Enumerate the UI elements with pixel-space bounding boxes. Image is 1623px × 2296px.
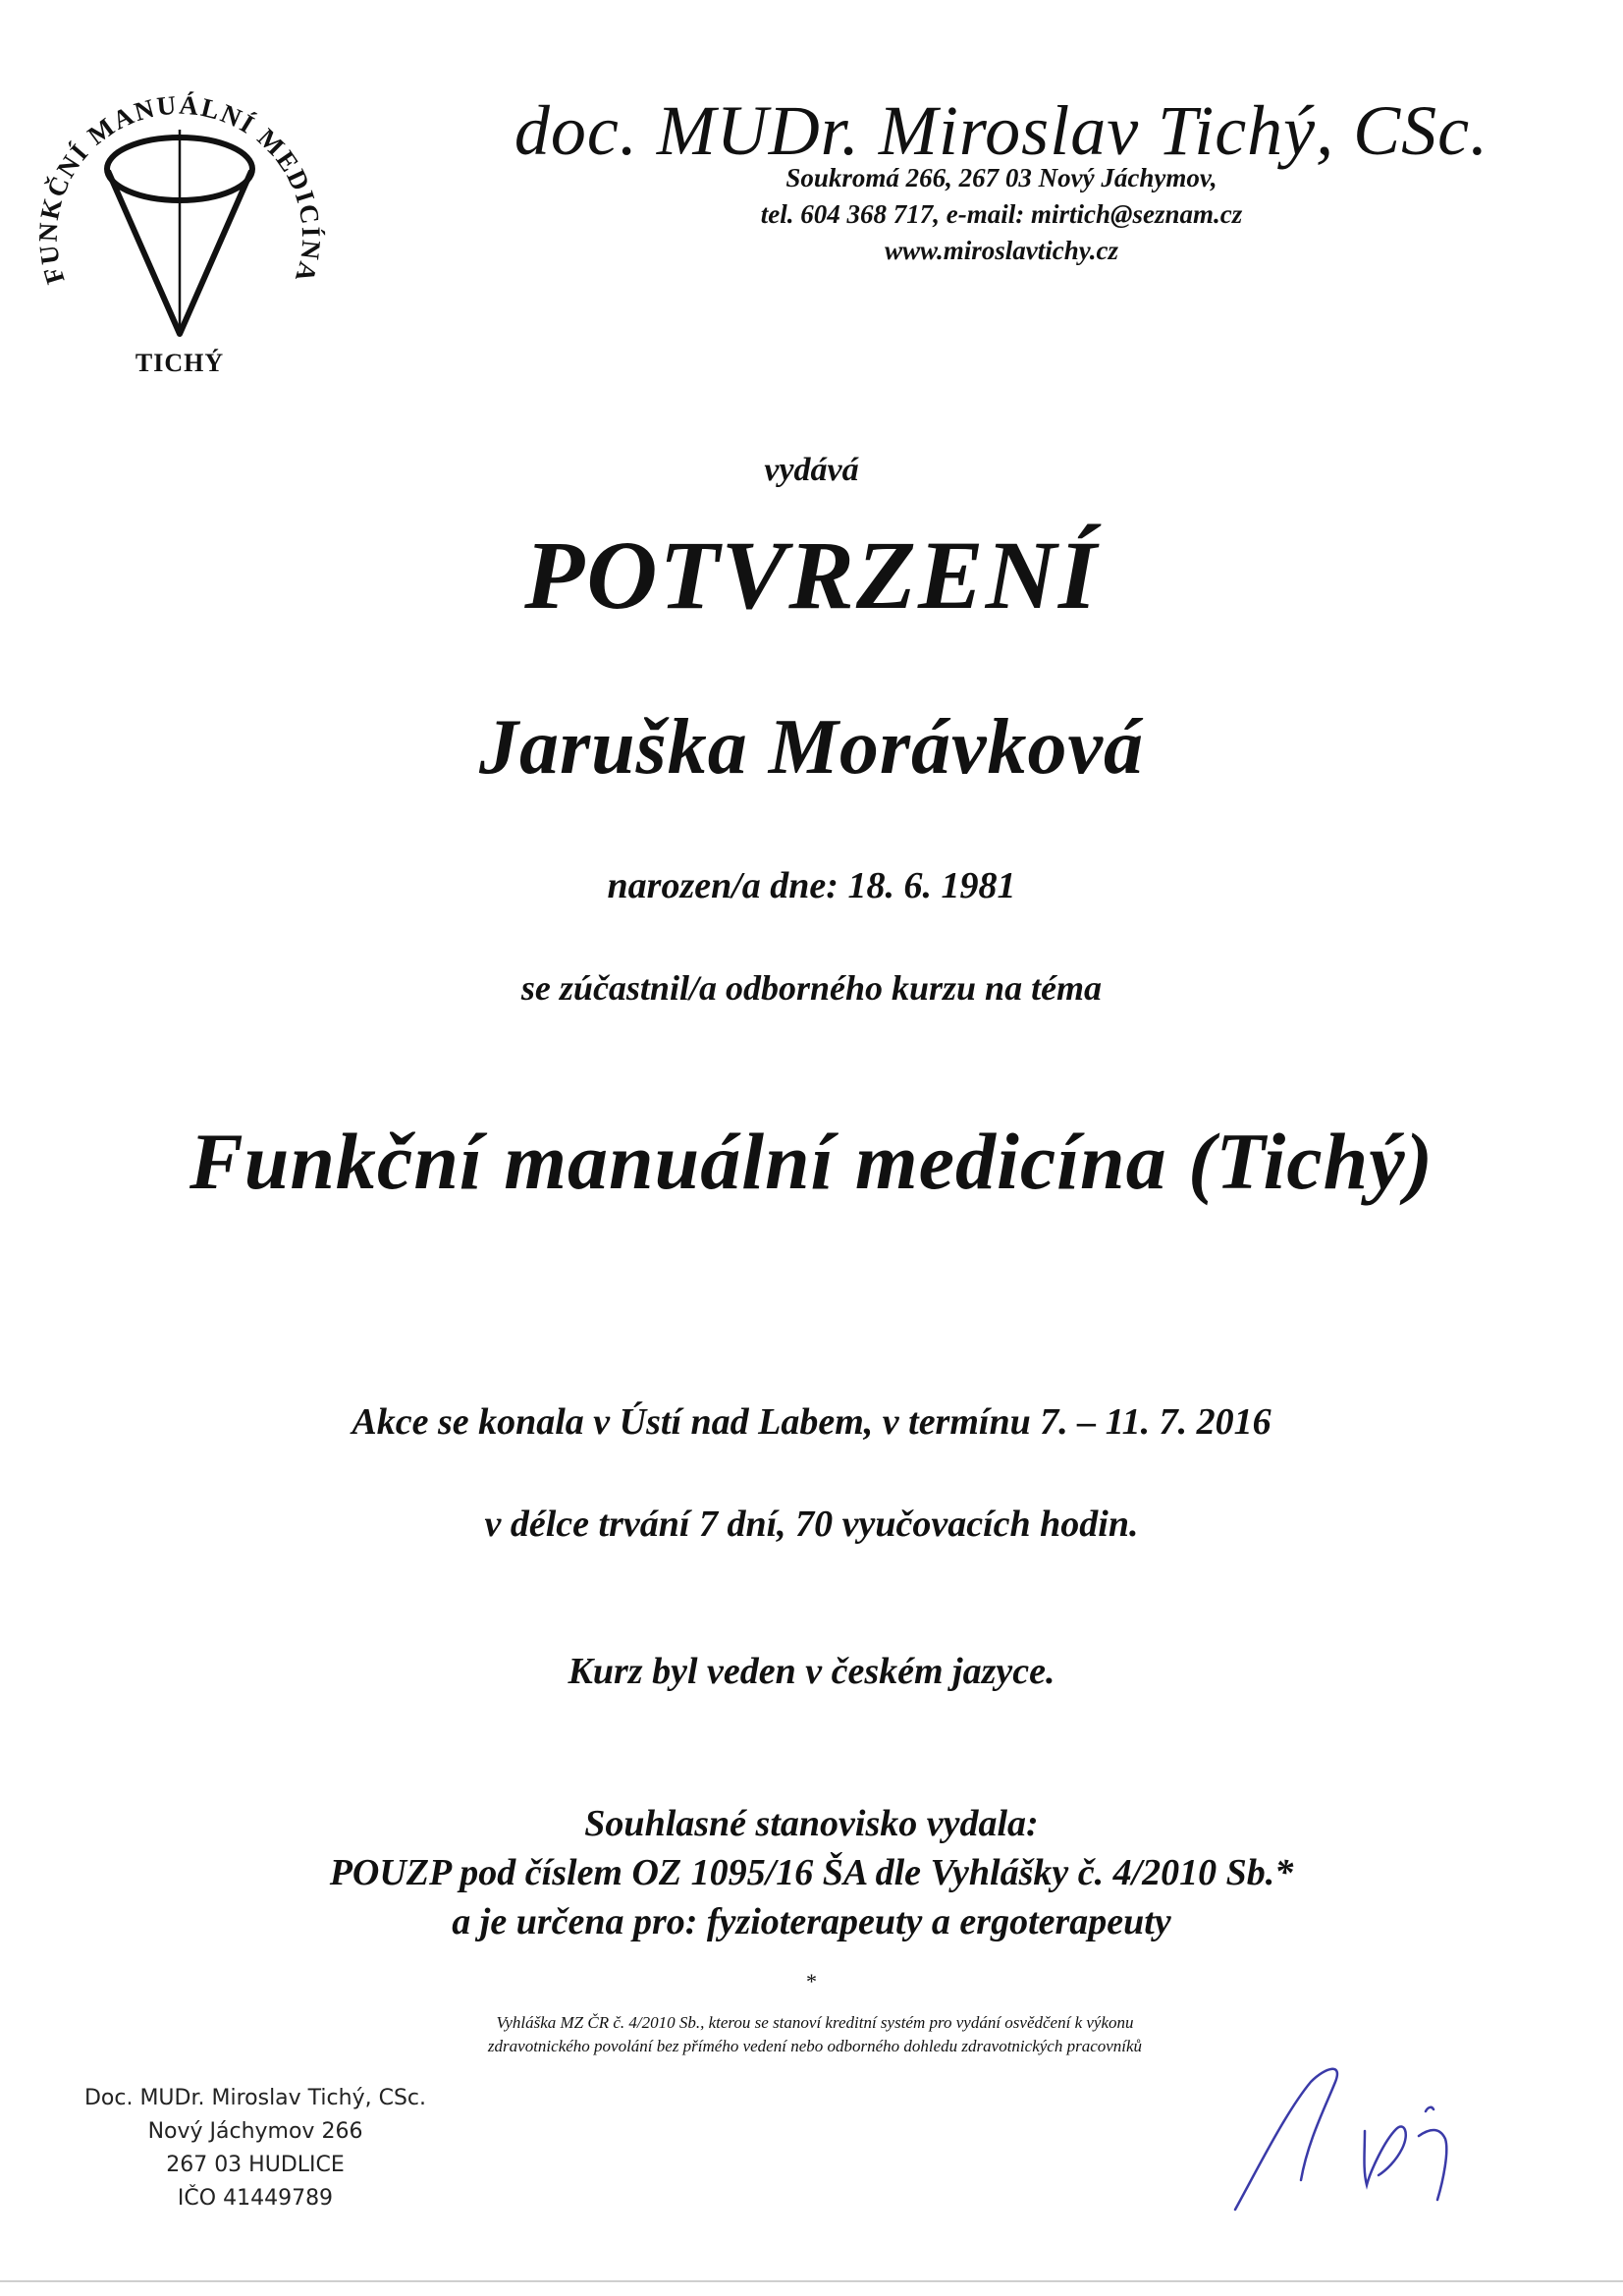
approval-line: Souhlasné stanovisko vydala:	[584, 1803, 1039, 1844]
footnote-line: Vyhláška MZ ČR č. 4/2010 Sb., kterou se stanoví kreditní systém pro vydání osvědčení k výkonu	[496, 2013, 1134, 2032]
language-line: Kurz byl veden v českém jazyce.	[568, 1651, 1055, 1692]
duration-line: v délce trvání 7 dní, 70 vyučovacích hodin.	[484, 1503, 1139, 1545]
logo-ring-text: FUNKČNÍ MANUÁLNÍ MEDICÍNA	[32, 89, 327, 288]
stamp-line: Nový Jáchymov 266	[147, 2119, 363, 2144]
footnote-marker: *	[806, 1969, 817, 1994]
person-name: Jaruška Morávková	[478, 704, 1145, 791]
course-intro: se zúčastnil/a odborného kurzu na téma	[520, 968, 1103, 1008]
stamp-line: 267 03 HUDLICE	[166, 2153, 345, 2177]
course-name: Funkční manuální medicína (Tichý)	[189, 1117, 1434, 1206]
logo	[27, 39, 332, 393]
approval-line: a je určena pro: fyzioterapeuty a ergoterapeuty	[452, 1901, 1171, 1942]
issues-label: vydává	[764, 452, 859, 488]
approval-line: POUZP pod číslem OZ 1095/16 ŠA dle Vyhlášky č. 4/2010 Sb.*	[329, 1852, 1294, 1893]
website-line: www.miroslavtichy.cz	[884, 236, 1118, 265]
logo-bottom-text: TICHÝ	[135, 349, 225, 377]
address-line: Soukromá 266, 267 03 Nový Jáchymov,	[785, 163, 1217, 192]
birth-date-line: narozen/a dne: 18. 6. 1981	[607, 865, 1016, 906]
page-edge	[0, 2280, 1623, 2282]
event-line: Akce se konala v Ústí nad Labem, v termínu 7. – 11. 7. 2016	[352, 1401, 1271, 1443]
doctor-name: doc. MUDr. Miroslav Tichý, CSc.	[514, 91, 1489, 170]
funnel-cone-icon	[27, 39, 332, 393]
signature	[1217, 2023, 1512, 2249]
document-title: POTVRZENÍ	[524, 520, 1099, 629]
contact-line: tel. 604 368 717, e-mail: mirtich@seznam.cz	[760, 199, 1243, 229]
footnote-line: zdravotnického povolání bez přímého vedení nebo odborného dohledu zdravotnických pracovníků	[487, 2037, 1143, 2055]
stamp-line: IČO 41449789	[177, 2186, 334, 2211]
handwritten-signature-icon	[1217, 2023, 1512, 2249]
stamp-line: Doc. MUDr. Miroslav Tichý, CSc.	[83, 2086, 427, 2110]
